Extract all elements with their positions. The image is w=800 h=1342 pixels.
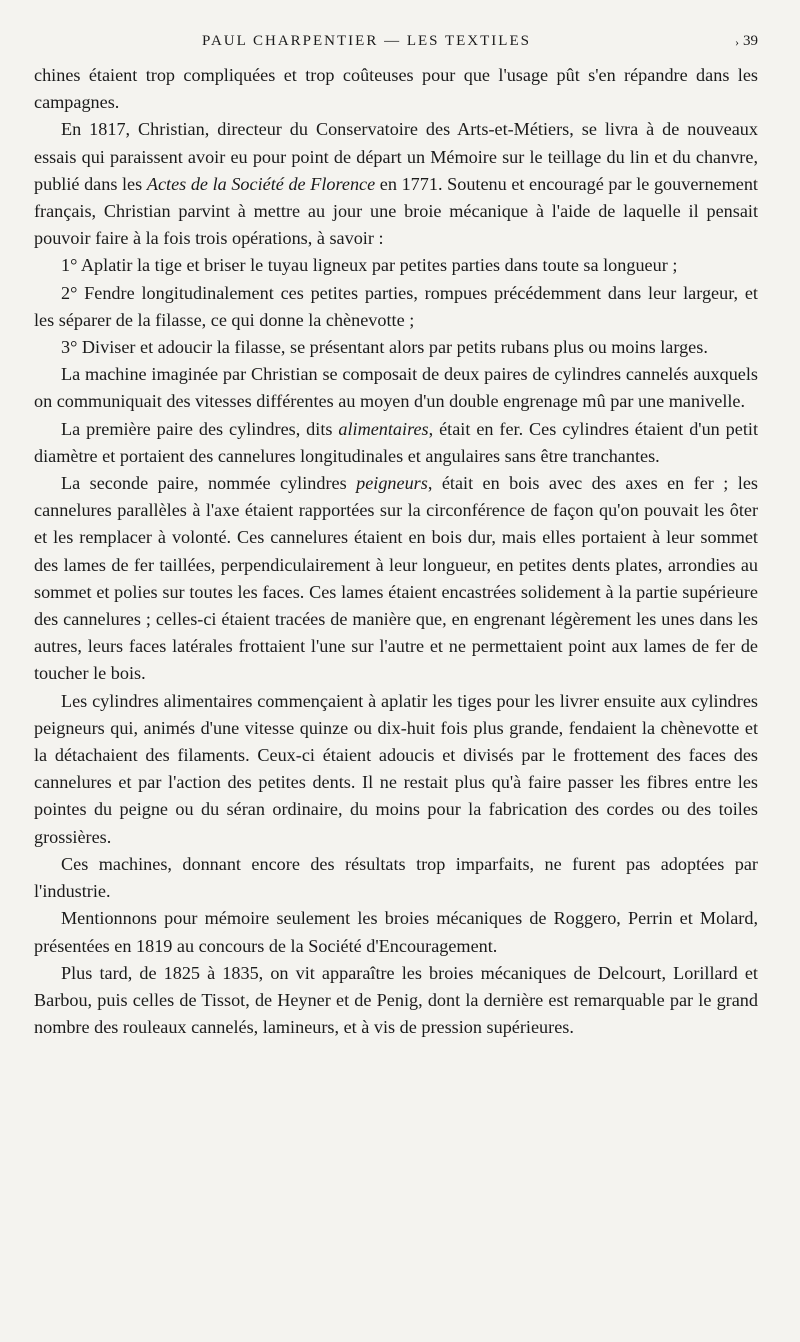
body-text bbox=[34, 62, 758, 1041]
paragraph-text: La première paire des cylindres, dits bbox=[61, 418, 339, 439]
paragraph-text: , était en fer. Ces cylindres étaient d'un petit diamètre et portaient des cannelures longitudinales et angulaires sans être tranchantes. bbox=[34, 418, 758, 466]
paragraph-later: Plus tard, de 1825 à 1835, on vit apparaître les broies mécaniques de Delcourt, Lorillard et Barbou, puis celles de Tissot, de Heyner et de Penig, dont la dernière est remarquable par le grand nombre des rouleaux cannelés, lamineurs, et à vis de pression supérieures. bbox=[34, 962, 758, 1038]
italic-term: alimentaires bbox=[338, 418, 429, 439]
paragraph-text: La seconde paire, nommée cylindres bbox=[61, 473, 357, 494]
page-number: 39 bbox=[743, 33, 758, 49]
running-title: PAUL CHARPENTIER — LES TEXTILES bbox=[202, 33, 531, 49]
paragraph-text: En 1817, Christian, directeur du Conservatoire des Arts-et-Métiers, se livra à de nouveaux essais qui paraissent avoir eu pour point de départ un Mémoire sur le teillage du lin et du chanvre, publié dans les bbox=[34, 119, 758, 194]
paragraph-text: , était en bois avec des axes en fer ; les cannelures parallèles à l'axe étaient rapportées sur la circonférence de façon qu'on pouvait les ôter et les remplacer à volonté. Ces cannelures étaient en bois dur, mais elles portaient à leur sommet des lames de fer taillées, perpendiculairement à leur longueur, en petites dents plates, arrondies au sommet et polies sur toutes les faces. Ces lames étaient encastrées solidement à la partie supérieure des cannelures ; celles-ci étaient tracées de manière que, en engrenant légèrement les unes dans les autres, leurs faces latérales frottaient l'une sur l'autre et ne permettaient point aux lames de fer de toucher le bois. bbox=[34, 473, 758, 684]
paragraph-second-pair bbox=[34, 470, 758, 688]
paragraph-imperfect: Ces machines, donnant encore des résultats trop imparfaits, ne furent pas adoptées par l'industrie. bbox=[34, 853, 758, 902]
paragraph-continuation: chines étaient trop compliquées et trop coûteuses pour que l'usage pût s'en répandre dans les campagnes. bbox=[34, 65, 758, 113]
running-head bbox=[34, 33, 758, 55]
paragraph-mention: Mentionnons pour mémoire seulement les broies mécaniques de Roggero, Perrin et Molard, présentées en 1819 au concours de la Société d'Encouragement. bbox=[34, 908, 758, 956]
italic-title: Actes de la Société de Florence bbox=[146, 173, 376, 194]
list-item-1: 1° Aplatir la tige et briser le tuyau ligneux par petites parties dans toute sa longueur ; bbox=[61, 255, 678, 276]
list-item-2: 2° Fendre longitudinalement ces petites parties, rompues précédemment dans leur largeur, et les séparer de la filasse, ce qui donne la chènevotte ; bbox=[34, 282, 758, 330]
paragraph-first-pair bbox=[34, 416, 758, 470]
paragraph-text: en 1771. Soutenu et encouragé par le gouvernement français, Christian parvint à mettre au jour une broie mécanique à l'aide de laquelle il pensait pouvoir faire à la fois trois opérations, à savoir : bbox=[34, 173, 758, 249]
list-item-3: 3° Diviser et adoucir la filasse, se présentant alors par petits rubans plus ou moins larges. bbox=[61, 337, 708, 358]
paragraph-operation: Les cylindres alimentaires commençaient à aplatir les tiges pour les livrer ensuite aux cylindres peigneurs qui, animés d'une vitesse quinze ou dix-huit fois plus grande, fendaient la chènevotte et la détachaient des filaments. Ceux-ci étaient adoucis et divisés par le frottement des faces des cannelures et par l'action des petites dents. Il ne restait plus qu'à faire passer les fibres entre les pointes du peigne ou du séran ordinaire, du moins pour la fabrication des cordes ou des toiles grossières. bbox=[34, 690, 758, 847]
running-mark: › bbox=[735, 35, 741, 49]
paragraph-machine: La machine imaginée par Christian se composait de deux paires de cylindres cannelés auxquels on communiquait des vitesses différentes au moyen d'un double engrenage mû par une manivelle. bbox=[34, 364, 758, 412]
paragraph-christian bbox=[34, 116, 758, 252]
italic-term: peigneurs bbox=[356, 473, 428, 494]
